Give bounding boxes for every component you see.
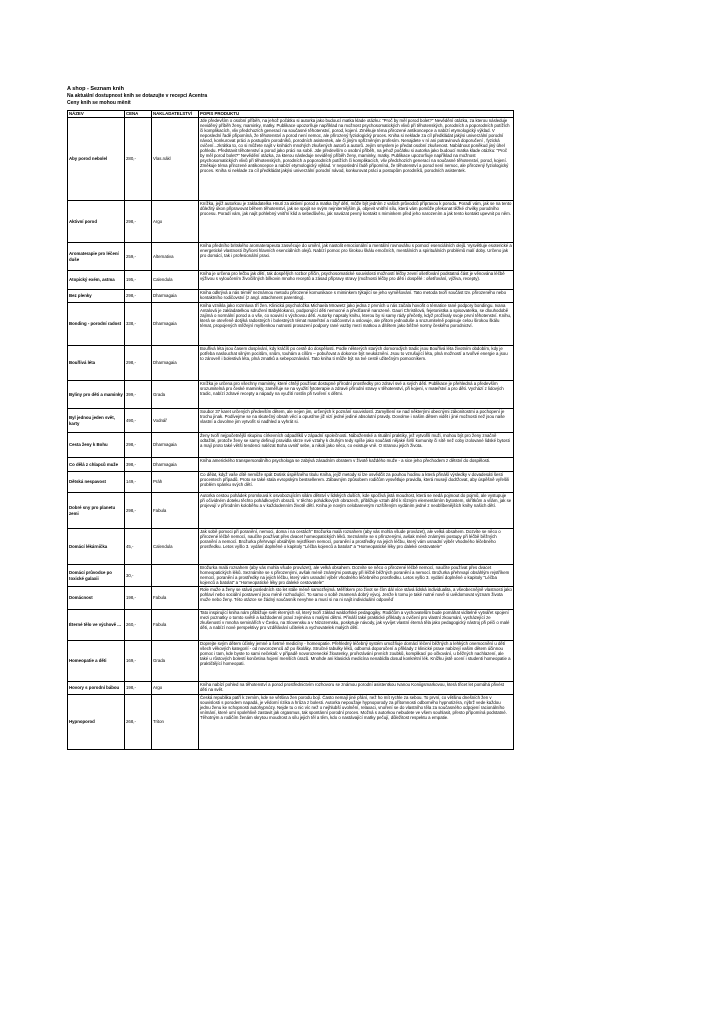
description-cell: Knížka, jejíž autorkou je zakladatelka Hnutí za aktivní porod a matka čtyř dětí, může být jedním z vašich průvodců přípravou k porodu. Poradí vám, jak se na tento důležitý úkon připravovat během těhotenství, jak se spojit se svým nejniternějším já, objevit vnitřní sílu, která vám pomůže překonat těžké chvilky porodního procesu. Poradí vám, jak najít pohlebný vnitřní klid a sebedůvěru, jak navázat pevný kontakt s miminkem před jeho narozením a jak tento kontakt upevnit po něm.: [199, 201, 514, 243]
description-cell: Ženy tvoří nejpočetnější skupinu církevních odpadlíků v západní společnosti. Náboženské a rituální praktiky, jež vytvořili muži, mohou být pro ženy značně odtažité, protože ženy se samy definují pravidla skrze své vztahy k druhým tedy spíše jako součásti nějaké širší komunity či sítě než coby izolované lidské bytosti a mají proto také větší tendenci nalézat Boha uvnitř sebe, a nikoli jako něco, co existuje vně. O stranou jejich života.: [199, 433, 514, 458]
description-cell: Kniha nabízí pohled na těhotenství a porod prostřednictvím rozhovoru se známou porodní asistentkou Ivanou Koniigsmarkovou, která třicet let pomáhá přivést děti na svět.: [199, 682, 514, 695]
description-cell: Doprejte svým dětem účinky jemné a šetrné medicíny - homeopatie. Přehledný léčebný systém umožňuje domácí léčení běžných a lehkých onemocnění u dětí všech věkových kategorií - od novorozenců až po školáky. Stručné tabulky léků, odborná doporučení a příklady z klinické praxe nabízejí vašim dětem účinnou pomoc i tam, kde byste to sami nečekali: v případě novorozenecké žloutenky, prořezávání prvních zoubků, komplikací po očkování, u běžných nachlazení, ale také u růstových bolestí končetina hojení menších úrazů. Mnohde ani klasická medicína nenabídla dosud konkrétní lék. Knížku jistě ocení i studenti homeopatie a praktičtějící homeopati.: [199, 641, 514, 682]
table-row: [68, 118, 514, 201]
document-page: [67, 86, 513, 750]
publisher-cell: Vodnář: [152, 409, 199, 433]
publisher-cell: Argo: [152, 682, 199, 695]
table-row: [68, 529, 514, 565]
price-cell: 490,-: [125, 409, 152, 433]
description-cell: Kniha je určena pro lečbu jak dětí, tak dospělých rozbor příčin, psychosomatické souvislosti možností léčby zevní ošetřování podstatná část je věnována léčbě výživou s vyloučením živočišných bílkovin mnoho receptů a zásad přípravy stravy (možnosti léčby pro děti i dospělé : ošetřování, výživa, recepty).: [199, 271, 514, 290]
book-name-cell: Éterné tělo ve výchově ...: [68, 610, 125, 641]
description-cell: Autorka cestou pohádek promlouvá k osvobozujícím silám dětství v lidských duších, kde spočívá jistá moudrost, která se nedá pojmout do pojmů, ale vystupuje při očividném doteku těchto pohádkových obrazů. V těchto pohádkových obrazech, přibližuje vztah dětí k různým elementárním bytostem, skřítkům a vílám, jak se projevují v přírodním koloběhu a v každodenním životě dětí. Kniha je novým celobarevným rozšířeným vydáním jedné z neoblíbenějších knihy našich dětí.: [199, 493, 514, 529]
book-name-cell: Bonding - porodní radost: [68, 303, 125, 346]
table-row: [68, 201, 514, 243]
table-row: [68, 472, 514, 493]
document-title: A shop - Seznam knih: [67, 86, 124, 92]
description-cell: Jde především o osobní příběh, na jehož počátku si autorka jako budoucí matka klade otázku: "Proč by měl porod bolet?" Nevědění otázka, za kterou následuje neviděný příběh ženy, maminky, matky. Publikace upozorňuje například na možnost psychosomatických vlivů při těhotenských, porodních a poporodních potížích či komplikacích, vliv předchozích generací na současné těhotenství, porod, kojení. Změkuje téma přirozené antikoncepce a nabízí etymologický výklad. V neposlední řadě připomíná, že těhotenství a porod není nemoc, ale přirozený fyziologický proces. Kniha si neklade za cíl předkládat jakýsi univerzální porodní návod, konkurovat práci a postupům porodníků, porodních asistentek, ale či jiným spřízněným profesím. Nenajdete v ní ani potravinová doporučení , fyzická cvičení...zkrátka to, co si můžete najít v knihách mnohých zkušených autorů a autorů. Jejím smyslem je předat osobní zkušenost. Nabídnout poněkud jiný úhel pohledu. Představit těhotenství a porod jako práci na sobě. Jde především o osobní příběh, na jehož počátku si autorka jako budoucí matka klade otázku: "Proč by měl porod bolet?" Nevědění otázka, za kterou následuje neviděný příběh ženy, maminky, matky. Publikace upozorňuje například na možnost psychosomatických vlivů při těhotenských, porodních a poporodních potížích či komplikacích, vliv předchozích generací na současné těhotenství, porod, kojení. Změkuje téma přirozené antikoncepce a nabízí etymologický výklad. V neposlední řadě připomíná, že těhotenství a porod není nemoc, ale přirozený fyziologický proces. Kniha si neklade za cíl předkládat jakýsi univerzální porodní návod, konkurovat práci a postupům porodníků, porodních asistentek.: [199, 118, 514, 201]
table-row: [68, 458, 514, 472]
table-row: [68, 243, 514, 271]
price-cell: 198,-: [125, 587, 152, 610]
table-row: [68, 409, 514, 433]
publisher-cell: Alternativa: [152, 243, 199, 271]
book-name-cell: Dětská nespavost: [68, 472, 125, 493]
description-cell: Kniha odkrývá a nás téměř neznámou metodu přirozené komunikace s miminkem týkající se jeho vyměšování. Tato metoda tvoří součást tzv. přirozeného nebo kontaktního rodičovství (z angl. attachment parenting).: [199, 290, 514, 303]
table-body: [68, 118, 514, 750]
price-cell: 195,-: [125, 271, 152, 290]
column-header-name: NÁZEV: [68, 111, 125, 118]
table-row: [68, 271, 514, 290]
publisher-cell: Dharmagaia: [152, 458, 199, 472]
description-cell: Jak sobě pomoci při poranění, nemoci, doma i na cestách" Brožurka malá rozsahem (aby vás mohla všude provázet), ale velká obsahem. Dozvíte se něco o přirozené léčbě nemocí, naučíte používat přes dvacet homeopatických léků. Seznámíte se s přirozenými, avšak méně známými postupy při léčbě běžných poranění a nemocí. Brožurka přehrvapí obsáhlým rejstříkem nemocí, poranění a prostředky na jejich léčbu, který vám usnadní výběr vhodného léčebného prostředku. Letos vyšlo 3. vydání doplněné o kapitoly "Léčba kojenců a batolat" a "Homeopatické léky pro daleké cestovatele": [199, 529, 514, 565]
publisher-cell: Triton: [152, 695, 199, 750]
description-cell: Co dělat, když vaše dítě nemůže spát Dotisk úspěšného titulu Kniha, jejíž metody si lze osvědčit za pouhou hodinu a která přináší výsledky v dovadesáti šesti procentech případů. Proto se také stala evropským bestsellerem. Zábavným způsobem rodičům vysvětluje pravidla, která musejí dodržovat, aby úspěšně vyřešili problém spánku svých dětí.: [199, 472, 514, 493]
publisher-cell: Fabula: [152, 493, 199, 529]
description-cell: Soubor 37 karet určených především dětem, ale nejen jim, určených k poznání souvislostí. Zamyšlení se nad některými obecnými zákonitostmi a pochopení je trochu jinak. Podívejme se na skutečný obsah věcí a opusťme již vizí jedné jediné absolutní pravdy. Dovolme i našim dětem vidět i jiné možnosti než jsou naše vlastní a dovolme jim vytvořit si nadhled a vyhrát si.: [199, 409, 514, 433]
availability-note: Na aktuální dostupnost knih se dotazujte v recepci Acentra: [67, 93, 208, 99]
price-cell: 298,-: [125, 201, 152, 243]
description-cell: Tato inspirující kniha nám přibližuje svět éterných sil, který tvoří základ waldorfské pedagogiky. Rodičům a vychovatelům bude pomáhat viditelně vytvářet spojení mezi poznatky o tomto světě a každodenní praxí zejména s malými dětmi. Přináší také praktické příklady a cvičení pro vlastní zkoumání, vycházející ze zkušeností v mnoha seminářích v Česku, na Slovensku a v Nizozemsku, poskytuje návody, jak vyvíjet vlastní éterná těla jako pedagogický nástroj při péči o malé děti, a nabízí nové perspektivy pro vzdělávání učitelek a vychovatelek malých dětí.: [199, 610, 514, 641]
publisher-cell: Vlas.nákl: [152, 118, 199, 201]
description-cell: Česká republika patří k zemím, kde se většina žen porodu bojí. Často nemají jiné přání, než ho mít rychle za sebou. To první, co většinu dnešních žen v souvislosti s porodem napadá, je vědomí rizika a hrůza z bolesti. Autorka nepoužaje hypnoporody za přítomnosti odborného hypnotizéra, nýbrž vede každou jednu ženu ke schopnosti autohypnózy. Nejde tu o nic víc než o nejhlubší uvolnění, relaxaci, vnoření se do vlastního těla za současného odpojení racionálního vnímání, které umí spolehlivě zastavit jak orgasmus, tak spontánní porodní proces. Možná s autorkou nebudete ve všem souhlasit, přesto přípomíná podstatné. Těhotným a rodičím ženám skrytou moudrost a sílu jejich těl a těm, kdo o nastávající matky pečují, důležitost respektu a empatie.: [199, 695, 514, 750]
price-cell: 298,-: [125, 433, 152, 458]
price-cell: 260,-: [125, 610, 152, 641]
price-cell: 198,-: [125, 682, 152, 695]
price-cell: 298,-: [125, 290, 152, 303]
publisher-cell: Fabula: [152, 587, 199, 610]
column-header-price: CENA: [125, 111, 152, 118]
publisher-cell: Argo: [152, 201, 199, 243]
publisher-cell: Grada: [152, 381, 199, 409]
book-name-cell: Hovory s porodní bábou: [68, 682, 125, 695]
publisher-cell: [152, 565, 199, 587]
price-cell: 298,-: [125, 346, 152, 381]
book-table: [67, 110, 514, 750]
publisher-cell: Dharmagaia: [152, 303, 199, 346]
table-row: [68, 565, 514, 587]
description-cell: Brožurka malá rozsahem (aby vás mohla všude provázet), ale velká obsahem. Dozvíte se něco o přirozené léčbě nemocí, naučíte používat přes dvacet homeopatických léků. Seznámíte se s přirozenými, avšak méně známými postupy při léčbě běžných poranění a nemocí. Brožurka přehrvapí obsáhlým rejstříkem nemocí, poranění a prostředky na jejich léčbu, který vám usnadní výběr vhodného léčebného prostředku. Letos vyšlo 3. vydání doplněné o kapitoly "Léčba kojenců a batolat" a "Homeopatické léky pro daleké cestovatele": [199, 565, 514, 587]
price-cell: 399,-: [125, 381, 152, 409]
book-name-cell: Aby porod nebolel: [68, 118, 125, 201]
price-cell: 30,-: [125, 565, 152, 587]
description-cell: Role muže a ženy se stává posledních sto let stále méně samozřejmá. Měřítkem pro život se čím dál více stává lidská individualita, a všeobecnějně vlastnosti jako pohlaví nebo sociální postavení jsou méně rozhodující. To samo o sobě znamená dobrý vývoj. Jenže k tomu je také nutné nově si uvědomovat význam života muže nebo ženy. Této otázce se žádný současník nevyhne a musí si na ni najít individuální odpověď: [199, 587, 514, 610]
price-cell: 149,-: [125, 472, 152, 493]
publisher-cell: Práh: [152, 472, 199, 493]
book-name-cell: Byliny pro děti a maminky: [68, 381, 125, 409]
book-name-cell: Byl jednou jeden svět, karty: [68, 409, 125, 433]
book-name-cell: Aromaterapie pro léčení duše: [68, 243, 125, 271]
column-header-publisher: NAKLADATELSTVÍ: [152, 111, 199, 118]
description-cell: Knížka je určena pro všechny maminky, které chtějí používat dostupné přírodní prostředky pro zdraví své a svých dětí. Publikace je přehledná a především srozumitelná pro české maminky, zaměřuje se na využití fytoterapie a zdravé přírodní stravy v těhotenství, při kojení, v mateřství a pro děti. Vychází z lidových tradic, nabízí zdravé recepty a nápady na využití rostlin při tvoření s dětmi.: [199, 381, 514, 409]
table-row: [68, 493, 514, 529]
description-cell: Kniha amerického transpersonálního psychologa se zabývá zásadním obratem v životě každého muže - a sice jeho přechodem z dětství do dospělosti.: [199, 458, 514, 472]
table-row: [68, 682, 514, 695]
publisher-cell: Fabula: [152, 610, 199, 641]
publisher-cell: Calendula: [152, 271, 199, 290]
book-name-cell: Atopický exém, astma: [68, 271, 125, 290]
publisher-cell: Dharmagaia: [152, 433, 199, 458]
table-row: [68, 610, 514, 641]
book-name-cell: Bez plenky: [68, 290, 125, 303]
book-name-cell: Domácnost: [68, 587, 125, 610]
book-name-cell: Bouřlivá léta: [68, 346, 125, 381]
book-name-cell: Cesta ženy k Bohu: [68, 433, 125, 458]
price-cell: 298,-: [125, 493, 152, 529]
publisher-cell: Dharmagaia: [152, 290, 199, 303]
table-row: [68, 641, 514, 682]
table-row: [68, 695, 514, 750]
book-name-cell: Dobré sny pro planetu zemi: [68, 493, 125, 529]
table-row: [68, 433, 514, 458]
publisher-cell: Calendula: [152, 529, 199, 565]
publisher-cell: Dharmagaia: [152, 346, 199, 381]
description-cell: Bouřlivá léta jsou časem dospívání, kdy kráčíš po cestě do dospělosti. Podle některých starých domorodých tradic jsou Bouřlivá léta životním obdobím, kdy je potřeba naslouchat silným pocitům, snům, touhám a cílům – pobuřovat a dokonce být neukázněni. Jsou to vzrušující léta, plná možností a tvořivé energie a jsou to zároveň i bolestivá léta, plná zmatků a sebepoznávání. Tato kniha ti může být na tvé cestě užitečným pomocníkem.: [199, 346, 514, 381]
book-name-cell: Domácí průvodce po toxické galaxii: [68, 565, 125, 587]
table-row: [68, 303, 514, 346]
table-row: [68, 346, 514, 381]
publisher-cell: Grada: [152, 641, 199, 682]
price-cell: 338,-: [125, 303, 152, 346]
price-cell: 268,-: [125, 695, 152, 750]
table-header-row: [68, 111, 514, 118]
book-name-cell: Homeopatie a děti: [68, 641, 125, 682]
table-row: [68, 290, 514, 303]
book-name-cell: Hypnoporod: [68, 695, 125, 750]
price-cell: 280,-: [125, 118, 152, 201]
description-cell: Kniha vznikla jako rozmluva tří žen. Klinická psycholožka Michaela Mrowetz jako jedna z prvních u nás začala hovořit o tématice rané podpory bondingu. Ivana Antalová je zakladatelkou sdružení Babyklokanci, podporující děti nemocné a předčasně narozené. Gauri Christilová, fejetonistka a spisovatelka, se dlouhodobě zajímá o normální porod a o vše, co souvisí s výchovou dětí. Autorky napsaly knihu, kterou by si samy rády přečetly, když prožívaly svoje první těhotenství. Knihu, která se otevřeně dotýká radostných i bolestných témat mateřství a rodičovství a oslovuje, ale přitom jednoduše a srozumitelně popisuje celou širokou škálu témat, propojených stěžejní myšlenkou nutnosti prosazení podpory rané vazby mezi matkou a dítětem jako běžné normy českého porodnictví.: [199, 303, 514, 346]
price-note: Ceny knih se mohou měnit: [67, 100, 131, 106]
book-name-cell: Aktivní porod: [68, 201, 125, 243]
book-name-cell: Co dělá z chlapců muže: [68, 458, 125, 472]
description-cell: Kniha předního britského aromaterapeuta zasvěcuje do umění, jak nastolit emocionální a mentální rovnováhu s pomocí esenciálních olejů. Vysvětluje esoterické a energetické vlastnosti čtyřiceti hlavních esenciálních olejů. Nabízí pomoc pro širokou škálu emočních, mentálních a spirituálních problémů malí doby. Určeno jak pro domácí, tak i profesionální praxi.: [199, 243, 514, 271]
price-cell: 45,-: [125, 529, 152, 565]
column-header-description: POPIS PRODUKTU: [199, 111, 514, 118]
price-cell: 169,-: [125, 641, 152, 682]
price-cell: 259,-: [125, 243, 152, 271]
price-cell: 398,-: [125, 458, 152, 472]
table-row: [68, 587, 514, 610]
book-name-cell: Domácí lékárnička: [68, 529, 125, 565]
table-row: [68, 381, 514, 409]
